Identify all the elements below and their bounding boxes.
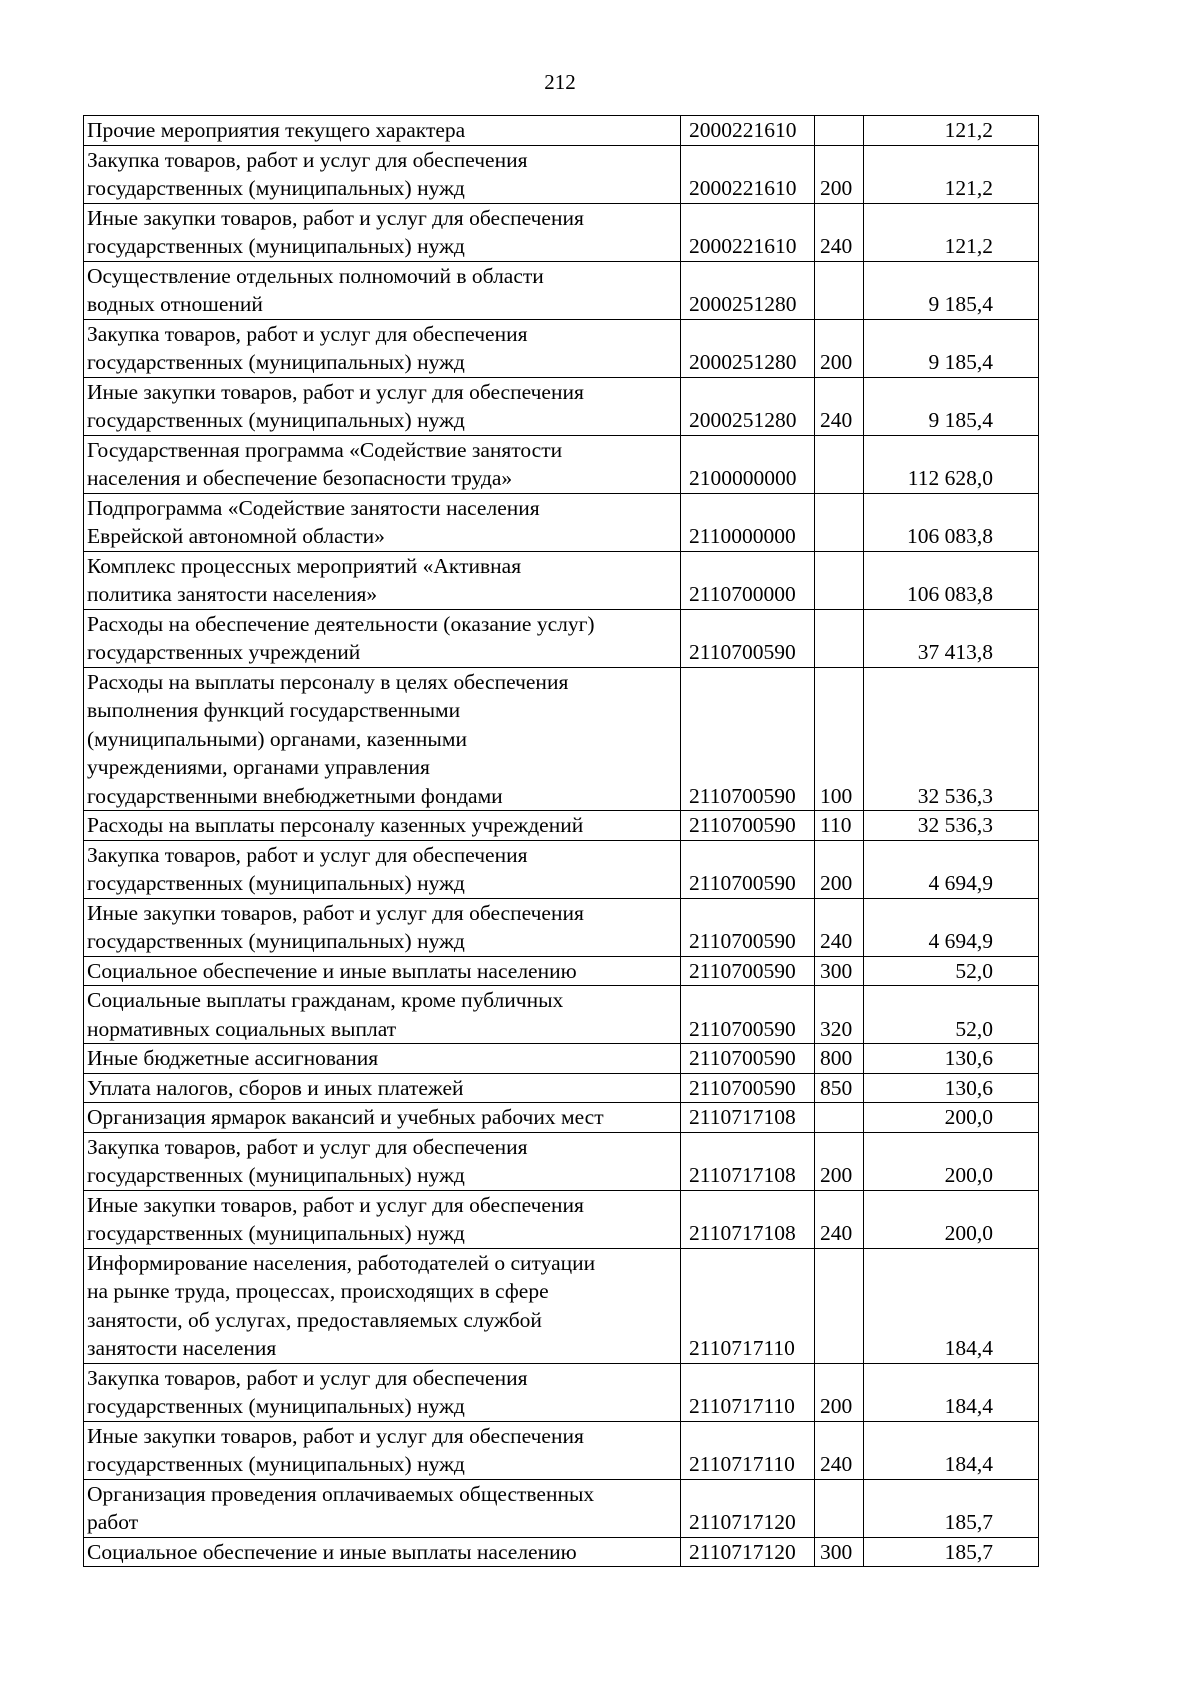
expense-type-code-cell: 320	[815, 986, 864, 1044]
expense-type-code-cell	[815, 551, 864, 609]
target-code-cell: 2110700000	[681, 551, 815, 609]
amount-cell: 106 083,8	[864, 551, 1039, 609]
amount-cell: 185,7	[864, 1479, 1039, 1537]
amount-cell: 121,2	[864, 203, 1039, 261]
target-code-cell: 2110700590	[681, 667, 815, 811]
expense-name-cell: Иные закупки товаров, работ и услуг для обеспечения государственных (муниципальных) нужд	[84, 898, 681, 956]
expense-type-code-cell: 200	[815, 1363, 864, 1421]
amount-cell: 112 628,0	[864, 435, 1039, 493]
budget-table	[83, 115, 1039, 1567]
expense-name-cell: Подпрограмма «Содействие занятости населения Еврейской автономной области»	[84, 493, 681, 551]
expense-type-code-cell	[815, 1248, 864, 1363]
target-code-cell: 2000221610	[681, 116, 815, 146]
table-row	[84, 116, 1039, 146]
target-code-cell: 2100000000	[681, 435, 815, 493]
expense-name-cell: Закупка товаров, работ и услуг для обеспечения государственных (муниципальных) нужд	[84, 319, 681, 377]
expense-name-cell: Иные закупки товаров, работ и услуг для обеспечения государственных (муниципальных) нужд	[84, 1190, 681, 1248]
expense-name-cell: Социальное обеспечение и иные выплаты населению	[84, 956, 681, 986]
target-code-cell: 2110700590	[681, 898, 815, 956]
target-code-cell: 2110717120	[681, 1479, 815, 1537]
table-row	[84, 986, 1039, 1044]
expense-type-code-cell	[815, 493, 864, 551]
expense-name-cell: Социальное обеспечение и иные выплаты населению	[84, 1537, 681, 1567]
amount-cell: 37 413,8	[864, 609, 1039, 667]
amount-cell: 121,2	[864, 145, 1039, 203]
expense-type-code-cell: 200	[815, 319, 864, 377]
expense-name-cell: Осуществление отдельных полномочий в области водных отношений	[84, 261, 681, 319]
amount-cell: 32 536,3	[864, 811, 1039, 841]
target-code-cell: 2110700590	[681, 986, 815, 1044]
table-row	[84, 435, 1039, 493]
target-code-cell: 2000221610	[681, 145, 815, 203]
target-code-cell: 2110717110	[681, 1248, 815, 1363]
expense-name-cell: Уплата налогов, сборов и иных платежей	[84, 1073, 681, 1103]
amount-cell: 4 694,9	[864, 898, 1039, 956]
target-code-cell: 2110717108	[681, 1103, 815, 1133]
target-code-cell: 2110700590	[681, 1044, 815, 1074]
amount-cell: 200,0	[864, 1132, 1039, 1190]
target-code-cell: 2000221610	[681, 203, 815, 261]
amount-cell: 200,0	[864, 1103, 1039, 1133]
table-row	[84, 261, 1039, 319]
table-row	[84, 551, 1039, 609]
table-row	[84, 319, 1039, 377]
table-row	[84, 1479, 1039, 1537]
expense-type-code-cell: 300	[815, 1537, 864, 1567]
expense-name-cell: Закупка товаров, работ и услуг для обеспечения государственных (муниципальных) нужд	[84, 1363, 681, 1421]
expense-name-cell: Социальные выплаты гражданам, кроме публичных нормативных социальных выплат	[84, 986, 681, 1044]
target-code-cell: 2110700590	[681, 1073, 815, 1103]
expense-type-code-cell: 110	[815, 811, 864, 841]
amount-cell: 52,0	[864, 986, 1039, 1044]
expense-name-cell: Иные бюджетные ассигнования	[84, 1044, 681, 1074]
amount-cell: 200,0	[864, 1190, 1039, 1248]
expense-type-code-cell	[815, 116, 864, 146]
table-row	[84, 493, 1039, 551]
expense-type-code-cell: 240	[815, 377, 864, 435]
expense-type-code-cell: 240	[815, 1421, 864, 1479]
table-row	[84, 1248, 1039, 1363]
expense-type-code-cell: 300	[815, 956, 864, 986]
expense-name-cell: Государственная программа «Содействие занятости населения и обеспечение безопасности труда»	[84, 435, 681, 493]
amount-cell: 184,4	[864, 1363, 1039, 1421]
table-row	[84, 840, 1039, 898]
target-code-cell: 2110700590	[681, 956, 815, 986]
target-code-cell: 2110700590	[681, 811, 815, 841]
expense-name-cell: Комплекс процессных мероприятий «Активная политика занятости населения»	[84, 551, 681, 609]
table-row	[84, 898, 1039, 956]
table-row	[84, 667, 1039, 811]
expense-name-cell: Расходы на обеспечение деятельности (оказание услуг) государственных учреждений	[84, 609, 681, 667]
expense-type-code-cell	[815, 1479, 864, 1537]
amount-cell: 9 185,4	[864, 261, 1039, 319]
expense-type-code-cell: 800	[815, 1044, 864, 1074]
expense-name-cell: Организация ярмарок вакансий и учебных рабочих мест	[84, 1103, 681, 1133]
expense-type-code-cell	[815, 261, 864, 319]
expense-name-cell: Расходы на выплаты персоналу казенных учреждений	[84, 811, 681, 841]
amount-cell: 184,4	[864, 1421, 1039, 1479]
table-row	[84, 1363, 1039, 1421]
expense-type-code-cell: 240	[815, 898, 864, 956]
table-row	[84, 1073, 1039, 1103]
expense-type-code-cell	[815, 609, 864, 667]
amount-cell: 52,0	[864, 956, 1039, 986]
expense-name-cell: Закупка товаров, работ и услуг для обеспечения государственных (муниципальных) нужд	[84, 840, 681, 898]
amount-cell: 32 536,3	[864, 667, 1039, 811]
amount-cell: 130,6	[864, 1073, 1039, 1103]
target-code-cell: 2110700590	[681, 840, 815, 898]
amount-cell: 121,2	[864, 116, 1039, 146]
target-code-cell: 2000251280	[681, 377, 815, 435]
expense-name-cell: Закупка товаров, работ и услуг для обеспечения государственных (муниципальных) нужд	[84, 145, 681, 203]
target-code-cell: 2110717108	[681, 1190, 815, 1248]
expense-type-code-cell: 100	[815, 667, 864, 811]
amount-cell: 185,7	[864, 1537, 1039, 1567]
expense-name-cell: Иные закупки товаров, работ и услуг для обеспечения государственных (муниципальных) нужд	[84, 203, 681, 261]
expense-name-cell: Информирование населения, работодателей о ситуации на рынке труда, процессах, происходящих в сфере занятости, об услугах, предоставляемых службой занятости населения	[84, 1248, 681, 1363]
table-row	[84, 609, 1039, 667]
target-code-cell: 2000251280	[681, 261, 815, 319]
expense-name-cell: Прочие мероприятия текущего характера	[84, 116, 681, 146]
amount-cell: 130,6	[864, 1044, 1039, 1074]
expense-type-code-cell: 200	[815, 145, 864, 203]
target-code-cell: 2110717110	[681, 1421, 815, 1479]
amount-cell: 184,4	[864, 1248, 1039, 1363]
expense-type-code-cell: 200	[815, 1132, 864, 1190]
table-row	[84, 1190, 1039, 1248]
target-code-cell: 2110717110	[681, 1363, 815, 1421]
amount-cell: 106 083,8	[864, 493, 1039, 551]
target-code-cell: 2110000000	[681, 493, 815, 551]
expense-type-code-cell	[815, 1103, 864, 1133]
table-row	[84, 145, 1039, 203]
expense-type-code-cell: 850	[815, 1073, 864, 1103]
expense-type-code-cell: 200	[815, 840, 864, 898]
table-row	[84, 1421, 1039, 1479]
amount-cell: 4 694,9	[864, 840, 1039, 898]
amount-cell: 9 185,4	[864, 319, 1039, 377]
expense-name-cell: Организация проведения оплачиваемых общественных работ	[84, 1479, 681, 1537]
expense-name-cell: Расходы на выплаты персоналу в целях обеспечения выполнения функций государственными (муниципальными) органами, казенными учреждениями, органами управления государственными внебюджетными фондами	[84, 667, 681, 811]
expense-type-code-cell	[815, 435, 864, 493]
page-number: 212	[544, 70, 576, 94]
table-row	[84, 377, 1039, 435]
budget-table-body	[84, 116, 1039, 1567]
target-code-cell: 2000251280	[681, 319, 815, 377]
table-row	[84, 1103, 1039, 1133]
table-row	[84, 203, 1039, 261]
expense-name-cell: Иные закупки товаров, работ и услуг для обеспечения государственных (муниципальных) нужд	[84, 377, 681, 435]
expense-type-code-cell: 240	[815, 1190, 864, 1248]
target-code-cell: 2110700590	[681, 609, 815, 667]
table-row	[84, 1132, 1039, 1190]
table-row	[84, 1044, 1039, 1074]
target-code-cell: 2110717120	[681, 1537, 815, 1567]
target-code-cell: 2110717108	[681, 1132, 815, 1190]
table-row	[84, 956, 1039, 986]
table-row	[84, 1537, 1039, 1567]
expense-name-cell: Закупка товаров, работ и услуг для обеспечения государственных (муниципальных) нужд	[84, 1132, 681, 1190]
expense-type-code-cell: 240	[815, 203, 864, 261]
table-row	[84, 811, 1039, 841]
amount-cell: 9 185,4	[864, 377, 1039, 435]
expense-name-cell: Иные закупки товаров, работ и услуг для обеспечения государственных (муниципальных) нужд	[84, 1421, 681, 1479]
